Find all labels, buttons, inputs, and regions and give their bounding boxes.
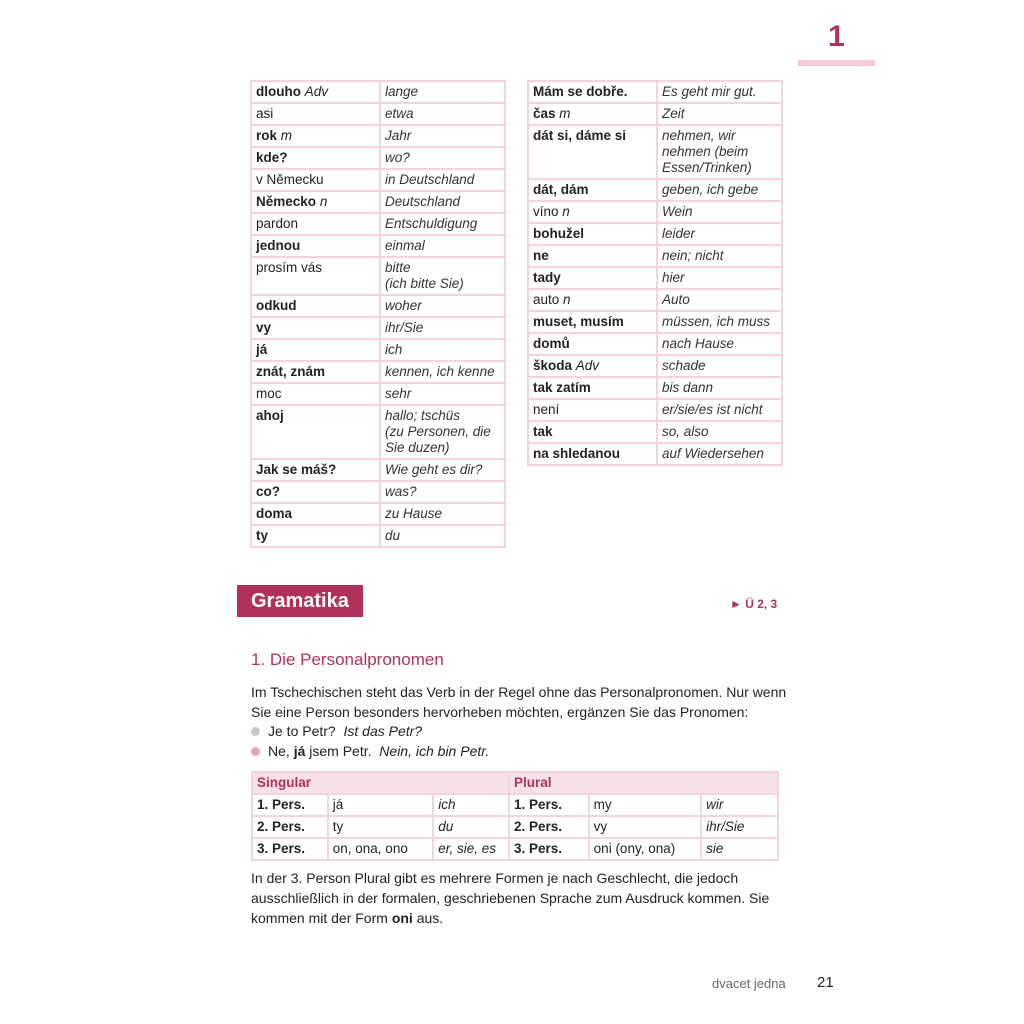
vocab-czech bbox=[251, 169, 380, 191]
vocab-czech-word: v Německu bbox=[256, 172, 324, 187]
vocab-czech-word: ne bbox=[533, 248, 549, 263]
person-label: 1. Pers. bbox=[509, 794, 589, 816]
vocab-czech bbox=[251, 147, 380, 169]
vocab-czech bbox=[251, 257, 380, 295]
section-heading: Gramatika bbox=[237, 585, 363, 617]
vocab-row bbox=[528, 81, 782, 103]
plural-header: Plural bbox=[509, 772, 778, 794]
czech-pronoun: ty bbox=[328, 816, 434, 838]
vocab-czech bbox=[528, 399, 657, 421]
vocab-row bbox=[528, 377, 782, 399]
vocab-row bbox=[528, 223, 782, 245]
vocab-czech-word: znát, znám bbox=[256, 364, 326, 379]
vocab-czech bbox=[528, 201, 657, 223]
bullet-dot-icon bbox=[251, 747, 260, 756]
vocab-czech-word: na shledanou bbox=[533, 446, 621, 461]
vocab-czech bbox=[528, 289, 657, 311]
vocab-row bbox=[251, 295, 505, 317]
vocab-german: nach Hause bbox=[657, 333, 782, 355]
vocab-czech-word: tak bbox=[533, 424, 553, 439]
example-translation: Ist das Petr? bbox=[343, 723, 423, 739]
pronoun-row bbox=[252, 794, 778, 816]
vocab-czech bbox=[251, 295, 380, 317]
vocab-czech bbox=[251, 213, 380, 235]
vocab-german: wo? bbox=[380, 147, 505, 169]
example-line bbox=[251, 741, 489, 761]
vocab-czech-word: dát, dám bbox=[533, 182, 589, 197]
intro-paragraph: Im Tschechischen steht das Verb in der Regel ohne das Personalpronomen. Nur wenn Sie eine Person besonders hervorheben möchten, ergänzen Sie das Pronomen: bbox=[251, 684, 787, 720]
vocab-row bbox=[251, 169, 505, 191]
vocab-czech bbox=[528, 103, 657, 125]
vocab-row bbox=[528, 201, 782, 223]
outro-text-end: aus. bbox=[412, 910, 444, 926]
vocab-german: Jahr bbox=[380, 125, 505, 147]
pronoun-row bbox=[252, 816, 778, 838]
vocab-czech-word: jednou bbox=[256, 238, 301, 253]
vocab-german: er/sie/es ist nicht bbox=[657, 399, 782, 421]
vocab-row bbox=[251, 147, 505, 169]
vocab-czech bbox=[528, 421, 657, 443]
example-cz-pre: Je to Petr? bbox=[268, 723, 336, 739]
vocab-czech-word: dát si, dáme si bbox=[533, 128, 627, 143]
vocab-table-left bbox=[250, 80, 506, 548]
vocab-german: Auto bbox=[657, 289, 782, 311]
vocab-czech-word: domů bbox=[533, 336, 570, 351]
vocab-row bbox=[528, 443, 782, 465]
vocab-german: nein; nicht bbox=[657, 245, 782, 267]
person-label: 3. Pers. bbox=[252, 838, 328, 860]
vocab-grammar-note: m bbox=[559, 106, 571, 121]
vocab-german: so, also bbox=[657, 421, 782, 443]
vocab-czech bbox=[251, 339, 380, 361]
german-pronoun: er, sie, es bbox=[433, 838, 509, 860]
vocab-german: Zeit bbox=[657, 103, 782, 125]
czech-pronoun: on, ona, ono bbox=[328, 838, 434, 860]
german-pronoun: du bbox=[433, 816, 509, 838]
german-pronoun: wir bbox=[701, 794, 778, 816]
vocab-row bbox=[251, 213, 505, 235]
vocab-czech-word: já bbox=[256, 342, 268, 357]
vocab-czech-word: škoda bbox=[533, 358, 573, 373]
vocab-grammar-note: Adv bbox=[575, 358, 600, 373]
outro-text: In der 3. Person Plural gibt es mehrere Formen je nach Geschlecht, die jedoch ausschließlich in der formalen, geschriebenen Sprache zum Ausdruck kommen. Sie kommen mit der Form bbox=[251, 870, 770, 926]
vocab-row bbox=[251, 125, 505, 147]
vocab-czech-word: ty bbox=[256, 528, 269, 543]
vocab-german: schade bbox=[657, 355, 782, 377]
vocab-czech bbox=[251, 459, 380, 481]
vocab-czech bbox=[528, 333, 657, 355]
vocab-row bbox=[528, 267, 782, 289]
vocab-czech-word: asi bbox=[256, 106, 274, 121]
vocab-czech bbox=[528, 443, 657, 465]
vocab-czech-word: čas bbox=[533, 106, 556, 121]
czech-pronoun: vy bbox=[589, 816, 701, 838]
vocab-german: was? bbox=[380, 481, 505, 503]
vocab-german: hier bbox=[657, 267, 782, 289]
vocab-german: etwa bbox=[380, 103, 505, 125]
vocab-czech-word: víno bbox=[533, 204, 559, 219]
czech-pronoun: já bbox=[328, 794, 434, 816]
vocab-czech-word: dlouho bbox=[256, 84, 301, 99]
vocab-row bbox=[528, 399, 782, 421]
example-line bbox=[251, 721, 422, 741]
vocab-czech-word: muset, musím bbox=[533, 314, 624, 329]
vocab-german: Es geht mir gut. bbox=[657, 81, 782, 103]
vocab-german: leider bbox=[657, 223, 782, 245]
vocab-row bbox=[528, 245, 782, 267]
vocab-german: du bbox=[380, 525, 505, 547]
vocab-czech-word: doma bbox=[256, 506, 293, 521]
vocab-german: nehmen, wir nehmen (beim Essen/Trinken) bbox=[657, 125, 782, 179]
vocab-row bbox=[251, 191, 505, 213]
vocab-grammar-note: n bbox=[563, 292, 571, 307]
vocab-german: auf Wiedersehen bbox=[657, 443, 782, 465]
vocab-row bbox=[251, 235, 505, 257]
singular-header: Singular bbox=[252, 772, 509, 794]
czech-pronoun: oni (ony, ona) bbox=[589, 838, 701, 860]
vocab-czech bbox=[528, 355, 657, 377]
example-cz-bold: já bbox=[293, 743, 306, 759]
vocab-row bbox=[251, 317, 505, 339]
vocab-czech-word: kde? bbox=[256, 150, 288, 165]
vocab-german: in Deutschland bbox=[380, 169, 505, 191]
vocab-row bbox=[528, 103, 782, 125]
vocab-czech bbox=[528, 81, 657, 103]
vocab-row bbox=[251, 339, 505, 361]
vocab-german: Wie geht es dir? bbox=[380, 459, 505, 481]
vocab-german: ich bbox=[380, 339, 505, 361]
example-cz-post: jsem Petr. bbox=[305, 743, 372, 759]
vocab-czech bbox=[528, 377, 657, 399]
exercise-reference: ► Ü 2, 3 bbox=[730, 597, 778, 611]
example-cz-pre: Ne, bbox=[268, 743, 294, 759]
vocab-czech bbox=[251, 103, 380, 125]
vocab-czech bbox=[251, 405, 380, 459]
vocab-row bbox=[528, 179, 782, 201]
vocab-czech-word: vy bbox=[256, 320, 272, 335]
vocab-row bbox=[528, 333, 782, 355]
vocab-german: bitte (ich bitte Sie) bbox=[380, 257, 505, 295]
vocab-row bbox=[528, 289, 782, 311]
vocab-czech bbox=[251, 361, 380, 383]
vocab-german: geben, ich gebe bbox=[657, 179, 782, 201]
vocab-czech-word: tady bbox=[533, 270, 561, 285]
vocab-czech bbox=[251, 191, 380, 213]
vocab-row bbox=[251, 405, 505, 459]
vocab-german: zu Hause bbox=[380, 503, 505, 525]
vocab-row bbox=[528, 311, 782, 333]
vocab-czech-word: Jak se máš? bbox=[256, 462, 337, 477]
vocab-grammar-note: m bbox=[280, 128, 293, 143]
vocab-czech-word: Německo bbox=[256, 194, 317, 209]
vocab-row bbox=[251, 481, 505, 503]
vocab-czech bbox=[528, 267, 657, 289]
person-label: 3. Pers. bbox=[509, 838, 589, 860]
vocab-czech-word: odkud bbox=[256, 298, 297, 313]
vocab-czech-word: co? bbox=[256, 484, 281, 499]
person-label: 2. Pers. bbox=[252, 816, 328, 838]
vocab-row bbox=[251, 503, 505, 525]
german-pronoun: ihr/Sie bbox=[701, 816, 778, 838]
vocab-czech bbox=[528, 179, 657, 201]
czech-pronoun: my bbox=[589, 794, 701, 816]
vocab-czech-word: bohužel bbox=[533, 226, 584, 241]
vocab-german: kennen, ich kenne bbox=[380, 361, 505, 383]
vocab-german: bis dann bbox=[657, 377, 782, 399]
vocab-czech bbox=[251, 317, 380, 339]
vocab-german: Deutschland bbox=[380, 191, 505, 213]
vocab-row bbox=[251, 383, 505, 405]
vocab-german: müssen, ich muss bbox=[657, 311, 782, 333]
german-pronoun: sie bbox=[701, 838, 778, 860]
vocab-czech bbox=[528, 125, 657, 179]
vocab-row bbox=[528, 355, 782, 377]
vocab-grammar-note: n bbox=[319, 194, 328, 209]
vocab-german: ihr/Sie bbox=[380, 317, 505, 339]
german-pronoun: ich bbox=[433, 794, 509, 816]
vocab-czech-word: tak zatím bbox=[533, 380, 591, 395]
vocab-czech-word: rok bbox=[256, 128, 278, 143]
vocab-czech-word: pardon bbox=[256, 216, 299, 231]
person-label: 2. Pers. bbox=[509, 816, 589, 838]
bullet-dot-icon bbox=[251, 727, 260, 736]
example-translation: Nein, ich bin Petr. bbox=[379, 743, 490, 759]
vocab-row bbox=[251, 525, 505, 547]
vocab-german: lange bbox=[380, 81, 505, 103]
vocab-row bbox=[251, 361, 505, 383]
vocab-grammar-note: n bbox=[562, 204, 570, 219]
vocab-czech bbox=[528, 223, 657, 245]
vocab-grammar-note: Adv bbox=[304, 84, 329, 99]
vocab-german: Entschuldigung bbox=[380, 213, 505, 235]
vocab-czech bbox=[251, 503, 380, 525]
vocab-czech bbox=[251, 481, 380, 503]
vocab-czech bbox=[251, 81, 380, 103]
vocab-row bbox=[251, 257, 505, 295]
vocab-row bbox=[251, 459, 505, 481]
vocab-czech bbox=[251, 235, 380, 257]
chapter-number: 1 bbox=[828, 20, 845, 53]
vocab-czech-word: Mám se dobře. bbox=[533, 84, 628, 99]
vocab-german: Wein bbox=[657, 201, 782, 223]
page-number: 21 bbox=[817, 974, 834, 991]
vocab-czech bbox=[251, 525, 380, 547]
vocab-row bbox=[528, 421, 782, 443]
vocab-czech bbox=[528, 245, 657, 267]
page-number-word: dvacet jedna bbox=[712, 976, 786, 991]
pronoun-row bbox=[252, 838, 778, 860]
outro-bold: oni bbox=[391, 910, 413, 926]
vocab-czech-word: není bbox=[533, 402, 560, 417]
vocab-row bbox=[251, 81, 505, 103]
subsection-title: 1. Die Personalpronomen bbox=[251, 650, 444, 669]
vocab-czech bbox=[251, 383, 380, 405]
chapter-bar bbox=[798, 60, 875, 66]
vocab-czech-word: auto bbox=[533, 292, 560, 307]
vocab-czech-word: moc bbox=[256, 386, 282, 401]
vocab-czech bbox=[251, 125, 380, 147]
vocab-german: einmal bbox=[380, 235, 505, 257]
vocab-czech-word: prosím vás bbox=[256, 260, 323, 275]
vocab-german: woher bbox=[380, 295, 505, 317]
outro-paragraph bbox=[251, 868, 796, 928]
vocab-czech-word: ahoj bbox=[256, 408, 284, 423]
person-label: 1. Pers. bbox=[252, 794, 328, 816]
vocab-german: hallo; tschüs (zu Personen, die Sie duzen) bbox=[380, 405, 505, 459]
vocab-german: sehr bbox=[380, 383, 505, 405]
pronoun-table bbox=[251, 771, 779, 861]
vocab-czech bbox=[528, 311, 657, 333]
vocab-row bbox=[251, 103, 505, 125]
vocab-row bbox=[528, 125, 782, 179]
vocab-table-right bbox=[527, 80, 783, 466]
